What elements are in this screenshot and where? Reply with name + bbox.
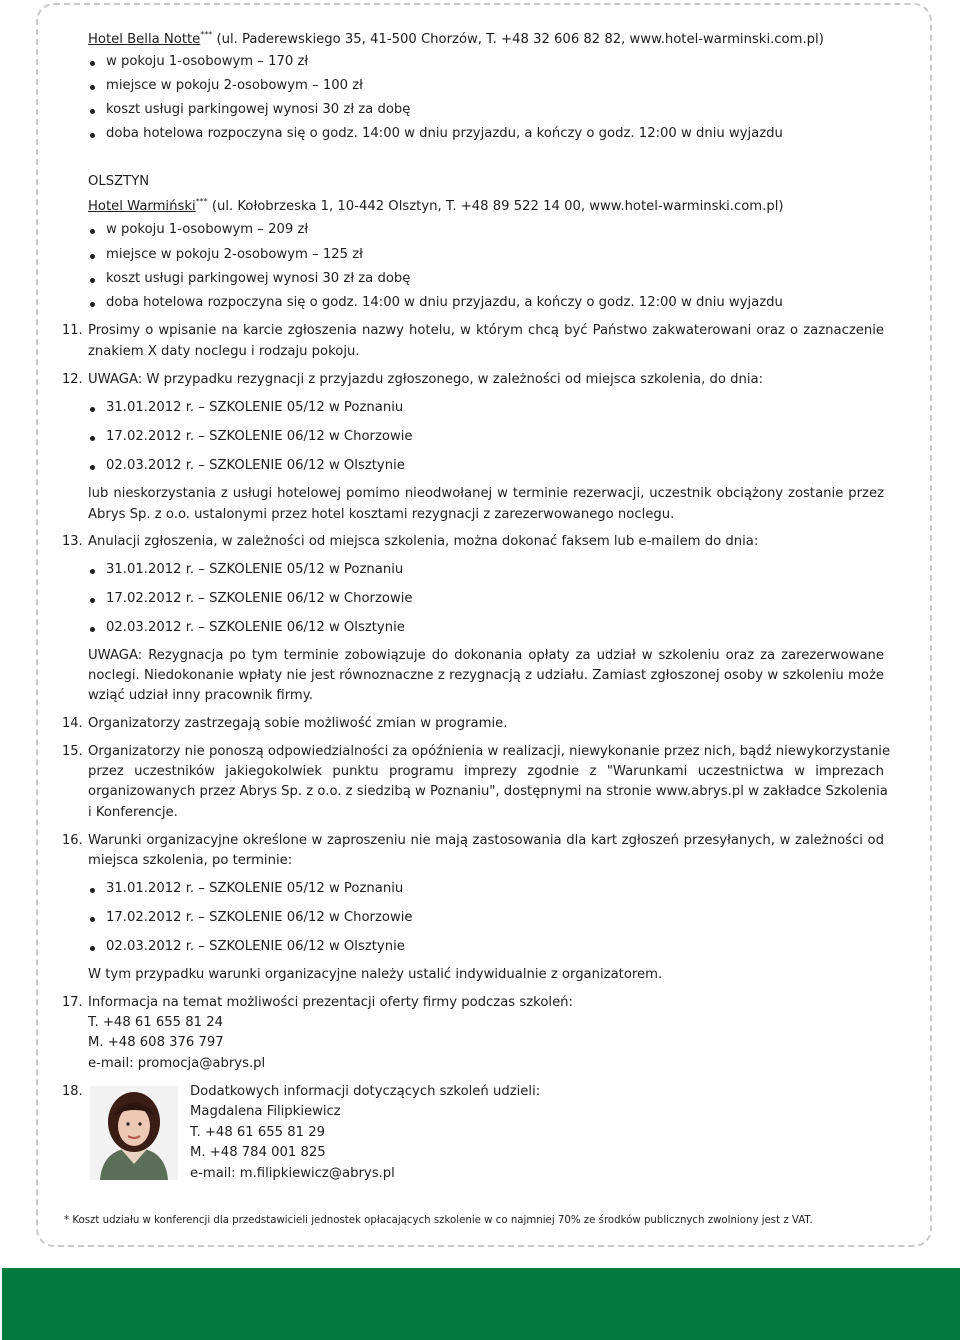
bullet: [90, 569, 95, 574]
hotel-bella-address: (ul. Paderewskiego 35, 41-500 Chorzów, T. +48 32 606 82 82, www.hotel-warminski.com.pl): [212, 32, 824, 47]
bullet: [90, 133, 95, 138]
contact-photo: [90, 1086, 178, 1180]
list-item: miejsce w pokoju 2-osobowym – 100 zł: [106, 78, 363, 93]
item-number: 14.: [62, 716, 83, 731]
item-13-note-line1: UWAGA: Rezygnacja po tym terminie zobowiązuje do dokonania opłaty za udział w szkoleniu oraz za zarezerwowane: [88, 648, 884, 663]
item-12-text: UWAGA: W przypadku rezygnacji z przyjazdu zgłoszonego, w zależności od miejsca szkolenia, do dnia:: [88, 372, 764, 387]
item-17-mobile: M. +48 608 376 797: [88, 1035, 224, 1050]
item-15-line1: Organizatorzy nie ponoszą odpowiedzialności za opóźnienia w realizacji, niewykonanie przez nich, bądź niewykorzystanie: [88, 744, 891, 759]
item-13-note-line3: wziąć udział inny pracownik firmy.: [88, 688, 313, 703]
bullet: [90, 254, 95, 259]
item-number: 12.: [62, 372, 83, 387]
item-13-text: Anulacji zgłoszenia, w zależności od miejsca szkolenia, można dokonać faksem lub e-mailem do dnia:: [88, 534, 759, 549]
hotel-warminski-name: Hotel Warmiński: [88, 199, 196, 214]
item-number: 16.: [62, 833, 83, 848]
item-16-line2: miejsca szkolenia, po terminie:: [88, 853, 293, 868]
item-17-line: Informacja na temat możliwości prezentacji oferty firmy podczas szkoleń:: [88, 995, 573, 1010]
list-item: koszt usługi parkingowej wynosi 30 zł za dobę: [106, 271, 411, 286]
item-18-line: Dodatkowych informacji dotyczących szkoleń udzieli:: [190, 1084, 541, 1099]
contact-phone: T. +48 61 655 81 29: [190, 1125, 325, 1140]
bullet: [90, 61, 95, 66]
bullet: [90, 465, 95, 470]
hotel-warminski-stars: ***: [195, 197, 208, 206]
bullet: [90, 627, 95, 632]
item-number: 13.: [62, 534, 83, 549]
date-item: 31.01.2012 r. – SZKOLENIE 05/12 w Poznaniu: [106, 881, 404, 896]
bullet: [90, 229, 95, 234]
bullet: [90, 946, 95, 951]
footer-bar: [2, 1268, 960, 1340]
list-item: w pokoju 1-osobowym – 209 zł: [106, 222, 309, 237]
item-15-line4: i Konferencje.: [88, 805, 178, 820]
bullet: [90, 888, 95, 893]
item-11-line2: znakiem X daty noclegu i rodzaju pokoju.: [88, 344, 360, 359]
item-15-line3: organizowanych przez Abrys Sp. z o.o. z siedzibą w Poznaniu", dostępnymi na stronie www.abrys.pl w zakładce Szkolenia: [88, 784, 888, 799]
hotel-warminski-address: (ul. Kołobrzeska 1, 10-442 Olsztyn, T. +48 89 522 14 00, www.hotel-warminski.com.pl): [207, 199, 784, 214]
list-item: koszt usługi parkingowej wynosi 30 zł za dobę: [106, 102, 411, 117]
contact-mobile: M. +48 784 001 825: [190, 1145, 326, 1160]
item-15-line2: przez uczestników jakiegokolwiek punktu programu imprezy zgodnie z "Warunkami uczestnictwa w imprezach: [88, 764, 884, 779]
hotel-bella-line: [88, 30, 824, 47]
date-item: 02.03.2012 r. – SZKOLENIE 06/12 w Olsztynie: [106, 458, 405, 473]
bullet: [90, 407, 95, 412]
footnote: * Koszt udziału w konferencji dla przedstawicieli jednostek opłacających szkolenie w co najmniej 70% ze środków publicznych zwolniony jest z VAT.: [64, 1215, 813, 1226]
contact-name: Magdalena Filipkiewicz: [190, 1104, 341, 1119]
date-item: 31.01.2012 r. – SZKOLENIE 05/12 w Poznaniu: [106, 562, 404, 577]
item-16-line1: Warunki organizacyjne określone w zaproszeniu nie mają zastosowania dla kart zgłoszeń przesyłanych, w zależności od: [88, 833, 884, 848]
item-11-line1: Prosimy o wpisanie na karcie zgłoszenia nazwy hotelu, w którym chcą być Państwo zakwaterowani oraz o zaznaczenie: [88, 323, 884, 338]
item-number: 18.: [62, 1084, 83, 1099]
bullet: [90, 917, 95, 922]
date-item: 17.02.2012 r. – SZKOLENIE 06/12 w Chorzowie: [106, 910, 413, 925]
item-12-note-line2: Abrys Sp. z o.o. ustalonymi przez hotel kosztami rezygnacji z zarezerwowanego noclegu.: [88, 507, 675, 522]
city-heading: OLSZTYN: [88, 174, 150, 189]
list-item: doba hotelowa rozpoczyna się o godz. 14:00 w dniu przyjazdu, a kończy o godz. 12:00 w dniu wyjazdu: [106, 295, 783, 310]
bullet: [90, 109, 95, 114]
bullet: [90, 302, 95, 307]
item-13-note-line2: noclegi. Niedokonanie wpłaty nie jest równoznaczne z rezygnacją z udziału. Zamiast zgłoszonej osoby w szkoleniu może: [88, 668, 884, 683]
item-17-email: e-mail: promocja@abrys.pl: [88, 1056, 266, 1071]
bullet: [90, 598, 95, 603]
hotel-bella-stars: ***: [200, 30, 213, 39]
bullet: [90, 436, 95, 441]
item-12-note-line1: lub nieskorzystania z usługi hotelowej pomimo nieodwołanej w terminie rezerwacji, uczestnik obciążony zostanie przez: [88, 486, 884, 501]
list-item: miejsce w pokoju 2-osobowym – 125 zł: [106, 247, 363, 262]
hotel-warminski-line: [88, 197, 784, 214]
item-17-phone: T. +48 61 655 81 24: [88, 1015, 223, 1030]
contact-email: e-mail: m.filipkiewicz@abrys.pl: [190, 1166, 395, 1181]
list-item: w pokoju 1-osobowym – 170 zł: [106, 54, 309, 69]
bullet: [90, 278, 95, 283]
item-16-note: W tym przypadku warunki organizacyjne należy ustalić indywidualnie z organizatorem.: [88, 967, 663, 982]
item-number: 17.: [62, 995, 83, 1010]
item-number: 15.: [62, 744, 83, 759]
date-item: 02.03.2012 r. – SZKOLENIE 06/12 w Olsztynie: [106, 939, 405, 954]
list-item: doba hotelowa rozpoczyna się o godz. 14:00 w dniu przyjazdu, a kończy o godz. 12:00 w dniu wyjazdu: [106, 126, 783, 141]
date-item: 02.03.2012 r. – SZKOLENIE 06/12 w Olsztynie: [106, 620, 405, 635]
bullet: [90, 85, 95, 90]
date-item: 17.02.2012 r. – SZKOLENIE 06/12 w Chorzowie: [106, 591, 413, 606]
item-number: 11.: [62, 323, 83, 338]
hotel-bella-name: Hotel Bella Notte: [88, 32, 201, 47]
date-item: 17.02.2012 r. – SZKOLENIE 06/12 w Chorzowie: [106, 429, 413, 444]
item-14-text: Organizatorzy zastrzegają sobie możliwość zmian w programie.: [88, 716, 508, 731]
date-item: 31.01.2012 r. – SZKOLENIE 05/12 w Poznaniu: [106, 400, 404, 415]
